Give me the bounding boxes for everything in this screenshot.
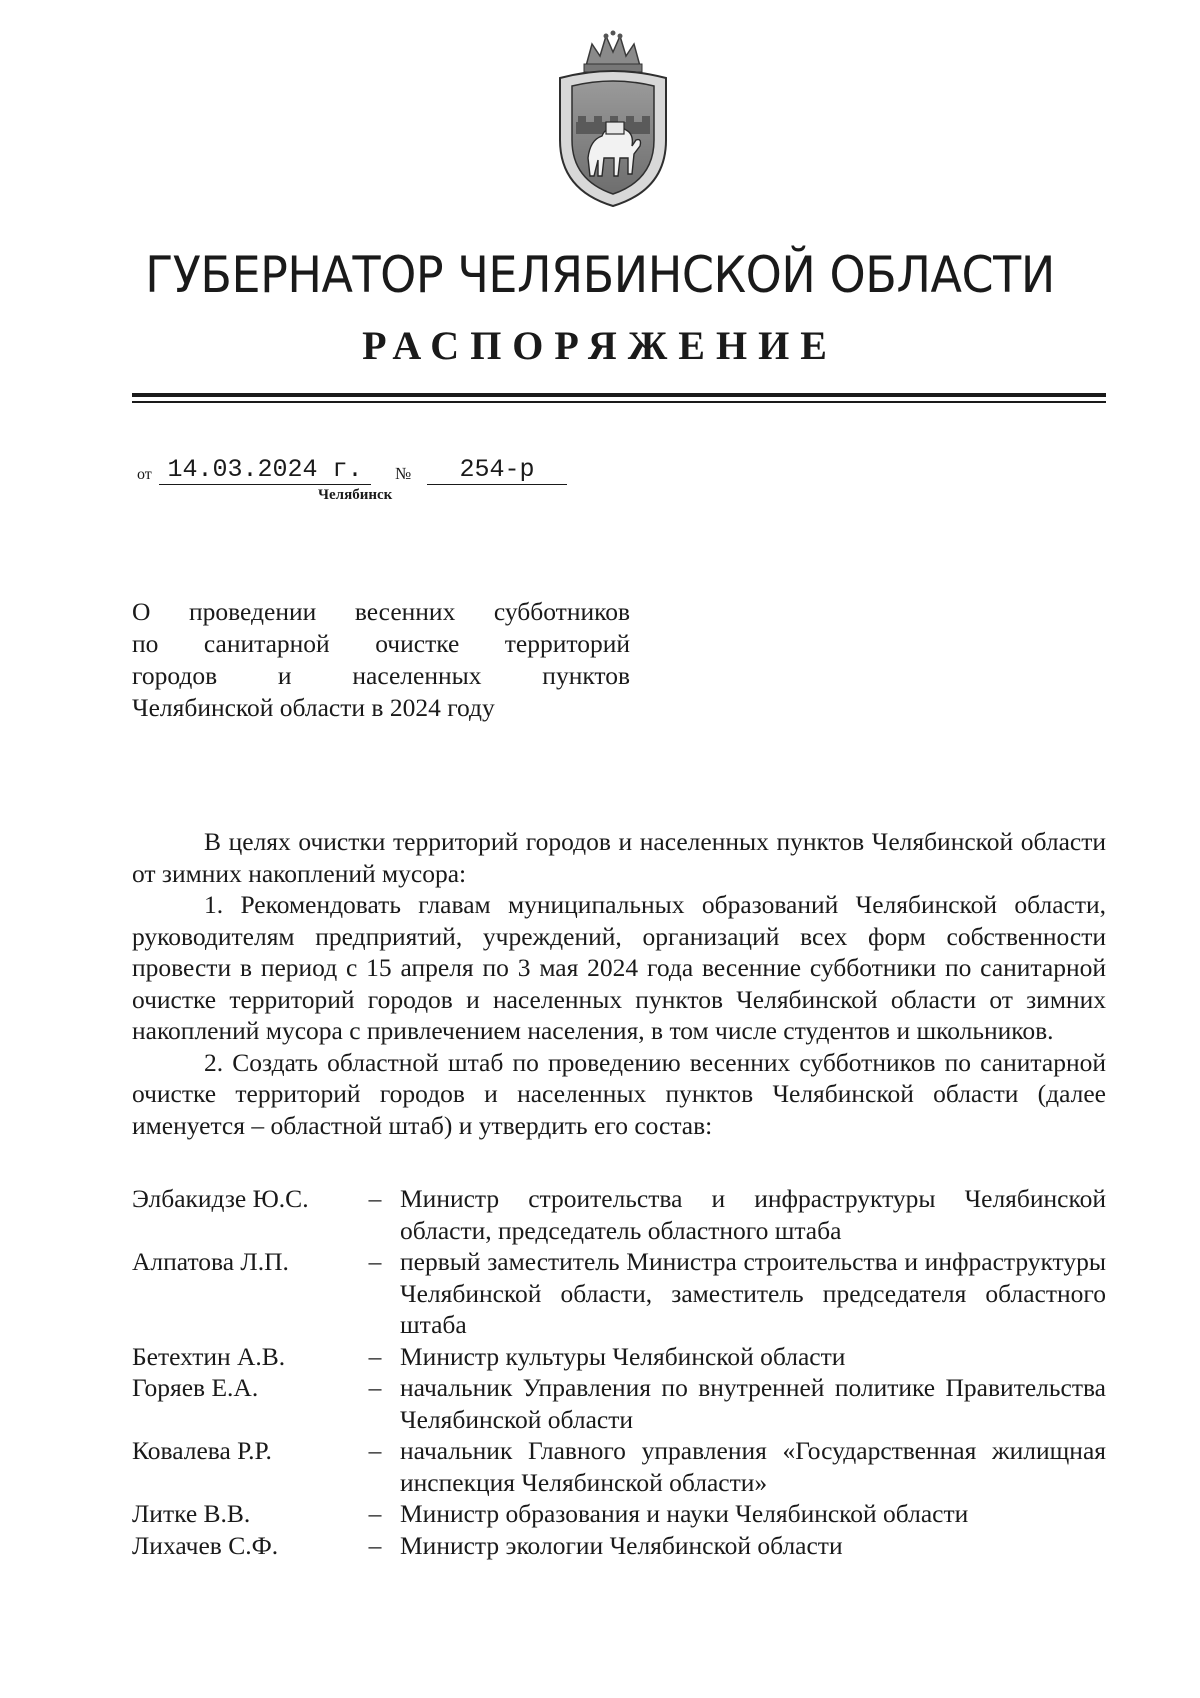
member-dash: – (368, 1247, 382, 1276)
issuer-title: ГУБЕРНАТОР ЧЕЛЯБИНСКОЙ ОБЛАСТИ (145, 246, 1055, 304)
member-row (132, 1372, 1106, 1435)
member-name: Лихачев С.Ф. (132, 1530, 279, 1560)
document-type: РАСПОРЯЖЕНИЕ (362, 323, 838, 368)
member-name: Ковалева Р.Р. (132, 1436, 272, 1465)
document-subject (132, 596, 630, 724)
member-role: Министр строительства и инфраструктуры Челябинской области, председатель областного штаба (400, 1184, 1106, 1245)
member-row (132, 1246, 1106, 1341)
subject-line: Челябинской области в 2024 году (132, 693, 495, 722)
body-paragraph: В целях очистки территорий городов и населенных пунктов Челябинской области от зимних накоплений мусора: (132, 827, 1106, 888)
member-dash: – (368, 1341, 382, 1371)
member-role: Министр экологии Челябинской области (400, 1530, 843, 1560)
subject-line: по санитарной очистке территорий (132, 629, 630, 658)
member-dash: – (368, 1184, 382, 1213)
header-divider-thick (132, 393, 1106, 397)
body-paragraph: 1. Рекомендовать главам муниципальных образований Челябинской области, руководителям предприятий, учреждений, организаций всех форм собственности провести в период с 15 апреля по 3 мая 2024 года весенние субботники по санитарной очистке территорий городов и населенных пунктов Челябинской области от зимних накоплений мусора с привлечением населения, в том числе студентов и школьников. (132, 890, 1106, 1045)
member-row (132, 1183, 1106, 1246)
subject-line: городов и населенных пунктов (132, 661, 630, 690)
document-number: 254-р (427, 456, 567, 485)
member-name: Горяев Е.А. (132, 1373, 259, 1402)
member-dash: – (368, 1373, 382, 1402)
document-body (132, 826, 1106, 1141)
member-dash: – (368, 1436, 382, 1465)
member-row (132, 1530, 1106, 1562)
member-role: начальник Управления по внутренней политике Правительства Челябинской области (400, 1373, 1106, 1434)
member-name: Алпатова Л.П. (132, 1247, 289, 1276)
member-dash: – (368, 1499, 382, 1528)
member-name: Литке В.В. (132, 1499, 251, 1528)
member-dash: – (368, 1530, 382, 1560)
member-role: Министр образования и науки Челябинской области (400, 1499, 969, 1528)
member-role: Министр культуры Челябинской области (400, 1341, 846, 1371)
document-date: 14.03.2024 г. (159, 456, 371, 485)
headquarters-members-list (132, 1183, 1106, 1561)
member-row (132, 1435, 1106, 1498)
member-row (132, 1341, 1106, 1373)
member-role: начальник Главного управления «Государственная жилищная инспекция Челябинской области» (400, 1436, 1106, 1497)
number-prefix: № (395, 464, 412, 483)
member-row (132, 1498, 1106, 1530)
chelyabinsk-coat-of-arms-icon (548, 30, 678, 210)
member-role: первый заместитель Министра строительства и инфраструктуры Челябинской области, заместитель председателя областного штаба (400, 1247, 1106, 1339)
date-prefix: от (137, 466, 152, 483)
header-divider-thin (132, 401, 1106, 403)
document-city: Челябинск (318, 487, 393, 503)
body-paragraph: 2. Создать областной штаб по проведению весенних субботников по санитарной очистке территорий городов и населенных пунктов Челябинской области (далее именуется – областной штаб) и утвердить его состав: (132, 1047, 1106, 1140)
member-name: Элбакидзе Ю.С. (132, 1184, 309, 1213)
member-name: Бетехтин А.В. (132, 1341, 286, 1371)
subject-line: О проведении весенних субботников (132, 597, 630, 626)
